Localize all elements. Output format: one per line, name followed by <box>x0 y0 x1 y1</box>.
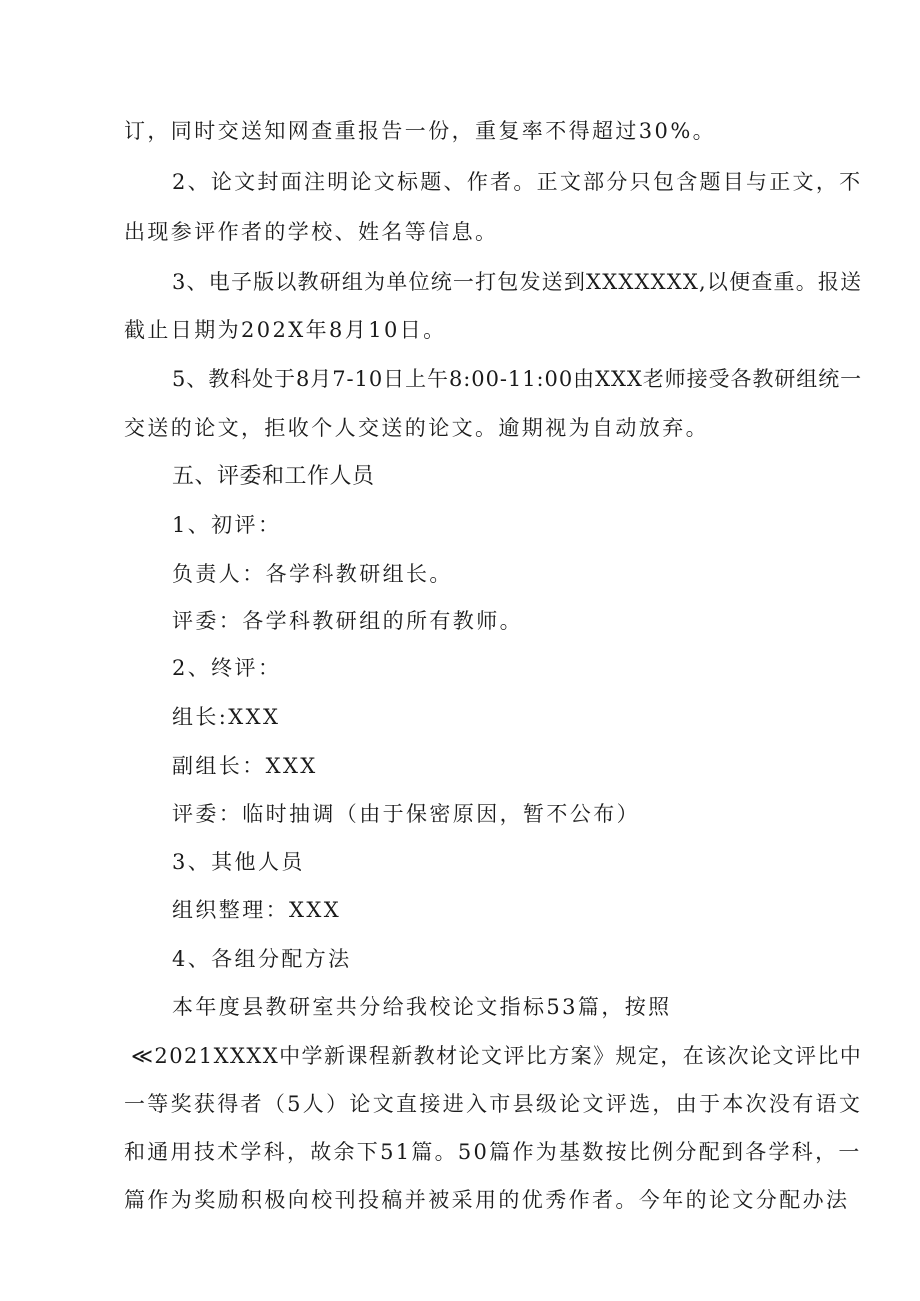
paragraph-line: 篇作为奖励积极向校刊投稿并被采用的优秀作者。今年的论文分配办法 <box>124 1188 850 1212</box>
paragraph-line: 5、教科处于8月7-10日上午8:00-11:00由XXX老师接受各教研组统一 <box>172 367 863 391</box>
committee-line: 4、各组分配方法 <box>172 947 352 971</box>
paragraph-line: 一等奖获得者（5人）论文直接进入市县级论文评选，由于本次没有语文 <box>124 1092 863 1116</box>
paragraph-line: 3、电子版以教研组为单位统一打包发送到XXXXXXX,以便查重。报送 <box>172 270 863 294</box>
paragraph-line: 和通用技术学科，故余下51篇。50篇作为基数按比例分配到各学科，一 <box>124 1140 862 1164</box>
paragraph-line: 2、论文封面注明论文标题、作者。正文部分只包含题目与正文，不 <box>172 170 863 194</box>
paragraph-line: 订，同时交送知网查重报告一份，重复率不得超过30%。 <box>124 119 717 143</box>
committee-line: 评委：临时抽调（由于保密原因，暂不公布） <box>172 802 640 826</box>
paragraph-line: 出现参评作者的学校、姓名等信息。 <box>124 220 499 244</box>
paragraph-line: 交送的论文，拒收个人交送的论文。逾期视为自动放弃。 <box>124 416 709 440</box>
committee-line: 组长:XXX <box>172 705 281 729</box>
committee-line: 组织整理：XXX <box>172 898 342 922</box>
committee-line: 3、其他人员 <box>172 850 305 874</box>
paragraph-line: 截止日期为202X年8月10日。 <box>124 318 447 342</box>
committee-line: 1、初评： <box>172 513 282 537</box>
section-heading: 五、评委和工作人员 <box>172 464 375 489</box>
committee-line: 本年度县教研室共分给我校论文指标53篇，按照 <box>172 995 672 1019</box>
committee-line: 评委：各学科教研组的所有教师。 <box>172 609 523 633</box>
paragraph-line: ≪2021XXXX中学新课程新教材论文评比方案》规定，在该次论文评比中 <box>131 1044 863 1068</box>
committee-line: 2、终评： <box>172 656 282 680</box>
committee-line: 副组长：XXX <box>172 754 318 778</box>
committee-line: 负责人：各学科教研组长。 <box>172 562 453 586</box>
